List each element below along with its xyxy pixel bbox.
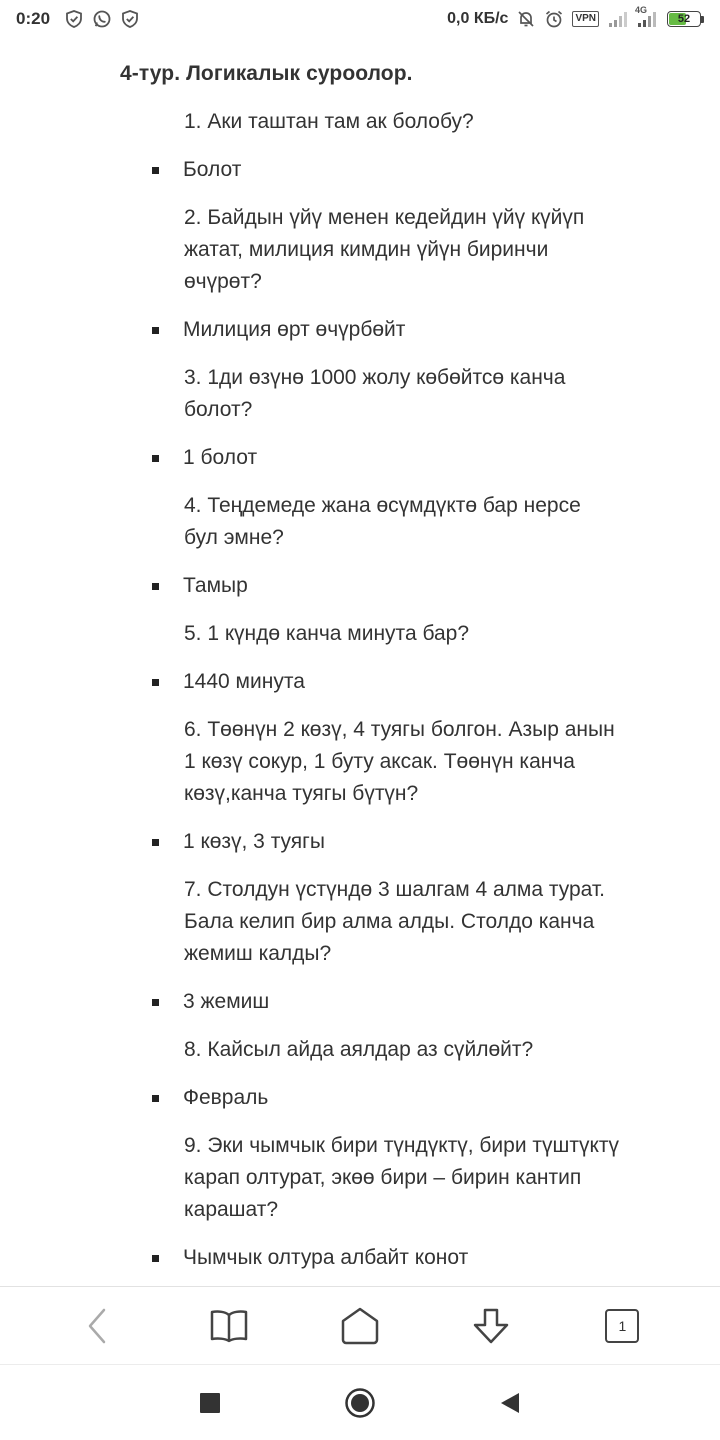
back-button[interactable] bbox=[68, 1296, 128, 1356]
answer-text: Тамыр bbox=[183, 574, 248, 597]
bullet bbox=[152, 1095, 159, 1102]
download-icon bbox=[471, 1306, 511, 1346]
vpn-icon: VPN bbox=[572, 11, 599, 27]
answer-text: Болот bbox=[183, 158, 242, 181]
shield-check-icon bbox=[120, 9, 140, 29]
qa-list bbox=[0, 106, 720, 1274]
recents-square-icon bbox=[199, 1392, 221, 1414]
battery-level: 52 bbox=[677, 13, 691, 25]
tabs-icon bbox=[605, 1309, 639, 1343]
whatsapp-icon bbox=[92, 9, 112, 29]
alarm-icon bbox=[544, 9, 564, 29]
home-button[interactable] bbox=[330, 1296, 390, 1356]
question: 2. Байдын үйү менен кедейдин үйү күйүп жатат, милиция кимдин үйүн биринчи өчүрөт? bbox=[184, 206, 585, 293]
question: 4. Теңдемеде жана өсүмдүктө бар нерсе бул эмне? bbox=[184, 494, 581, 549]
bullet bbox=[152, 583, 159, 590]
answer bbox=[0, 986, 720, 1018]
answer bbox=[0, 666, 720, 698]
mute-bell-icon bbox=[516, 9, 536, 29]
tabs-button[interactable] bbox=[592, 1296, 652, 1356]
back-triangle-icon bbox=[499, 1391, 521, 1415]
bullet bbox=[152, 455, 159, 462]
system-back-button[interactable] bbox=[485, 1378, 535, 1428]
status-right bbox=[447, 5, 704, 29]
battery-icon bbox=[667, 11, 704, 27]
answer-text: 1 болот bbox=[183, 446, 258, 469]
question: 5. 1 күндө канча минута бар? bbox=[184, 622, 470, 645]
question: 3. 1ди өзүнө 1000 жолу көбөйтсө канча болот? bbox=[184, 366, 566, 421]
answer bbox=[0, 154, 720, 186]
page-content[interactable] bbox=[0, 38, 720, 1286]
answer bbox=[0, 826, 720, 858]
network-type-label: 4G bbox=[635, 5, 648, 15]
answer-text: Чымчык олтура албайт конот bbox=[183, 1246, 469, 1269]
question: 9. Эки чымчык бири түндүктү, бири түштүктү карап олтурат, экөө бири – бирин кантип карашат? bbox=[184, 1134, 620, 1221]
bullet bbox=[152, 999, 159, 1006]
bullet bbox=[152, 327, 159, 334]
browser-toolbar bbox=[0, 1286, 720, 1364]
question: 1. Аки таштан там ак болобу? bbox=[184, 110, 474, 133]
recents-button[interactable] bbox=[185, 1378, 235, 1428]
answer-text: 1440 минута bbox=[183, 670, 305, 693]
home-icon bbox=[340, 1306, 380, 1346]
signal-icon bbox=[607, 9, 627, 29]
bullet bbox=[152, 167, 159, 174]
question: 6. Төөнүн 2 көзү, 4 туягы болгон. Азыр анын 1 көзү сокур, 1 буту аксак. Төөнүн канча көзү,канча туягы бүтүн? bbox=[184, 718, 615, 805]
shield-check-icon bbox=[64, 9, 84, 29]
signal-4g-icon bbox=[635, 5, 659, 29]
bullet bbox=[152, 1255, 159, 1262]
bullet bbox=[152, 679, 159, 686]
answer bbox=[0, 570, 720, 602]
bullet bbox=[152, 839, 159, 846]
book-icon bbox=[209, 1308, 249, 1344]
system-nav-bar bbox=[0, 1364, 720, 1440]
page-title: 4-тур. Логикалык суроолор. bbox=[120, 62, 413, 85]
answer-text: 3 жемиш bbox=[183, 990, 270, 1013]
answer bbox=[0, 442, 720, 474]
back-arrow-icon bbox=[80, 1306, 116, 1346]
question: 7. Столдун үстүндө 3 шалгам 4 алма турат. Бала келип бир алма алды. Столдо канча жемиш калды? bbox=[184, 878, 606, 965]
question: 8. Кайсыл айда аялдар аз сүйлөйт? bbox=[184, 1038, 534, 1061]
network-speed: 0,0 КБ/с bbox=[447, 10, 509, 27]
status-left bbox=[16, 9, 140, 29]
bookmarks-button[interactable] bbox=[199, 1296, 259, 1356]
answer-text: Милиция өрт өчүрбөйт bbox=[183, 318, 406, 341]
status-bar bbox=[0, 0, 720, 38]
system-home-button[interactable] bbox=[335, 1378, 385, 1428]
answer bbox=[0, 1242, 720, 1274]
answer-text: 1 көзү, 3 туягы bbox=[183, 830, 325, 853]
download-button[interactable] bbox=[461, 1296, 521, 1356]
answer bbox=[0, 1082, 720, 1114]
answer-text: Февраль bbox=[183, 1086, 269, 1109]
answer bbox=[0, 314, 720, 346]
tab-count: 1 bbox=[618, 1317, 627, 1334]
home-circle-icon bbox=[344, 1387, 376, 1419]
status-time: 0:20 bbox=[16, 9, 51, 28]
